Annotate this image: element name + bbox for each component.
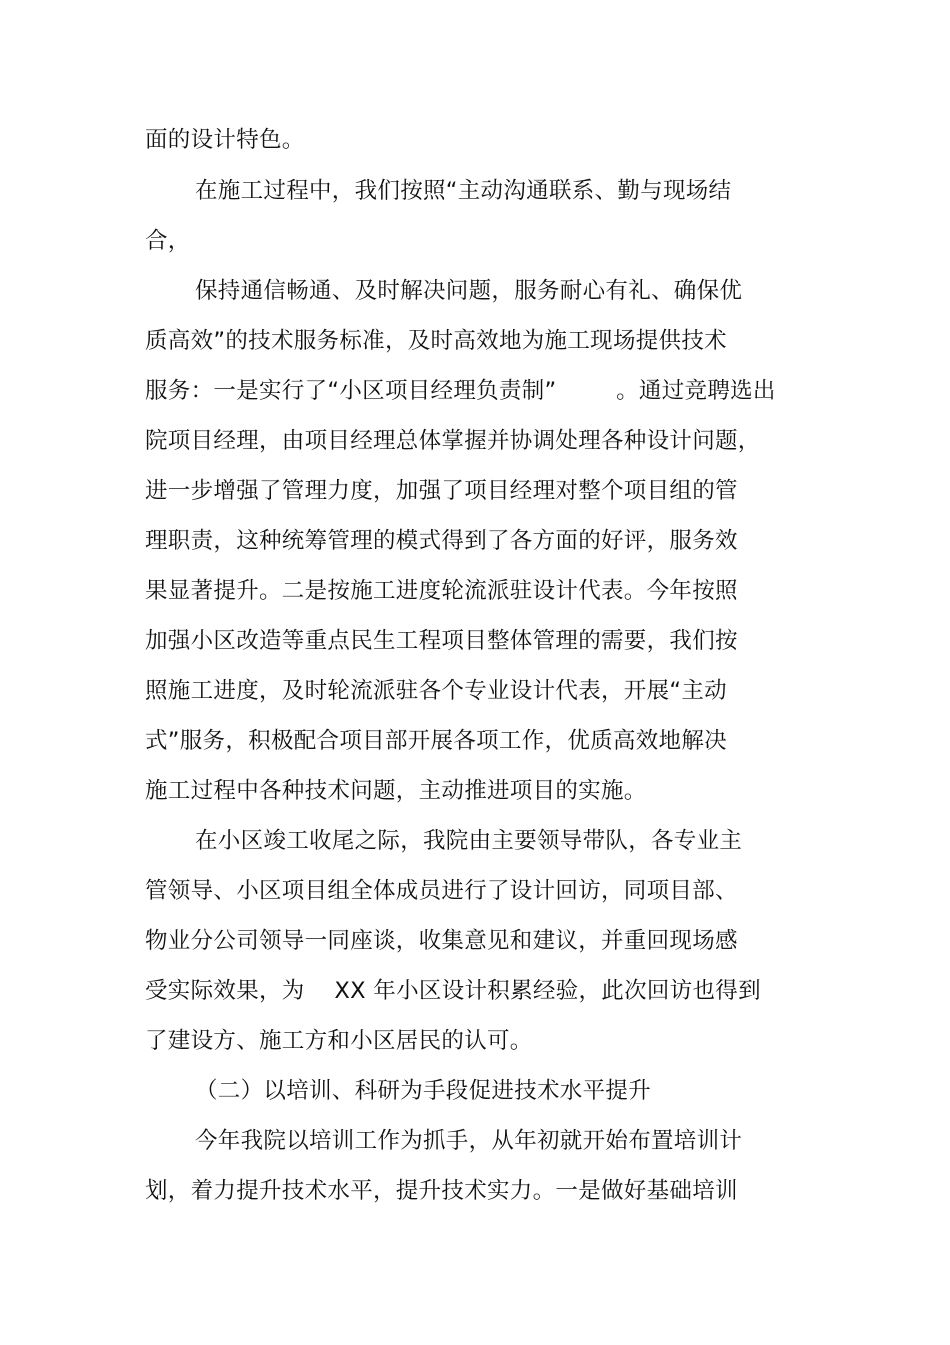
text-line: 理职责，这种统筹管理的模式得到了各方面的好评，服务效 bbox=[145, 528, 738, 554]
text-line: 式”服务，积极配合项目部开展各项工作，优质高效地解决 bbox=[145, 728, 727, 754]
paragraph-first-line: 今年我院以培训工作为抓手，从年初就开始布置培训计 bbox=[195, 1128, 743, 1154]
paragraph-first-line: 保持通信畅通、及时解决问题，服务耐心有礼、确保优 bbox=[195, 278, 743, 304]
paragraph-first-line: 在施工过程中，我们按照“主动沟通联系、勤与现场结 bbox=[195, 178, 732, 204]
text-line: 面的设计特色。 bbox=[145, 127, 305, 153]
text-line: 质高效”的技术服务标准，及时高效地为施工现场提供技术 bbox=[145, 328, 727, 354]
text-line: 果显著提升。二是按施工进度轮流派驻设计代表。今年按照 bbox=[145, 578, 738, 604]
text-line: 受实际效果，为 XX 年小区设计积累经验，此次回访也得到 bbox=[145, 978, 761, 1004]
text-line: 加强小区改造等重点民生工程项目整体管理的需要，我们按 bbox=[145, 628, 738, 654]
text-line: 物业分公司领导一同座谈，收集意见和建议，并重回现场感 bbox=[145, 928, 738, 954]
text-line: 进一步增强了管理力度，加强了项目经理对整个项目组的管 bbox=[145, 478, 738, 504]
text-line: 院项目经理，由项目经理总体掌握并协调处理各种设计问题， bbox=[145, 428, 761, 454]
section-heading: （二）以培训、科研为手段促进技术水平提升 bbox=[195, 1078, 652, 1104]
text-line: 了建设方、施工方和小区居民的认可。 bbox=[145, 1028, 533, 1054]
text-line: 合， bbox=[145, 228, 191, 254]
text-line: 划，着力提升技术水平，提升技术实力。一是做好基础培训 bbox=[145, 1178, 738, 1204]
text-line: 管领导、小区项目组全体成员进行了设计回访，同项目部、 bbox=[145, 878, 738, 904]
text-line: 服务：一是实行了“小区项目经理负责制” 。通过竞聘选出 bbox=[145, 378, 776, 404]
paragraph-first-line: 在小区竣工收尾之际，我院由主要领导带队，各专业主 bbox=[195, 828, 743, 854]
text-line: 施工过程中各种技术问题，主动推进项目的实施。 bbox=[145, 778, 647, 804]
text-line: 照施工进度，及时轮流派驻各个专业设计代表，开展“主动 bbox=[145, 678, 727, 704]
